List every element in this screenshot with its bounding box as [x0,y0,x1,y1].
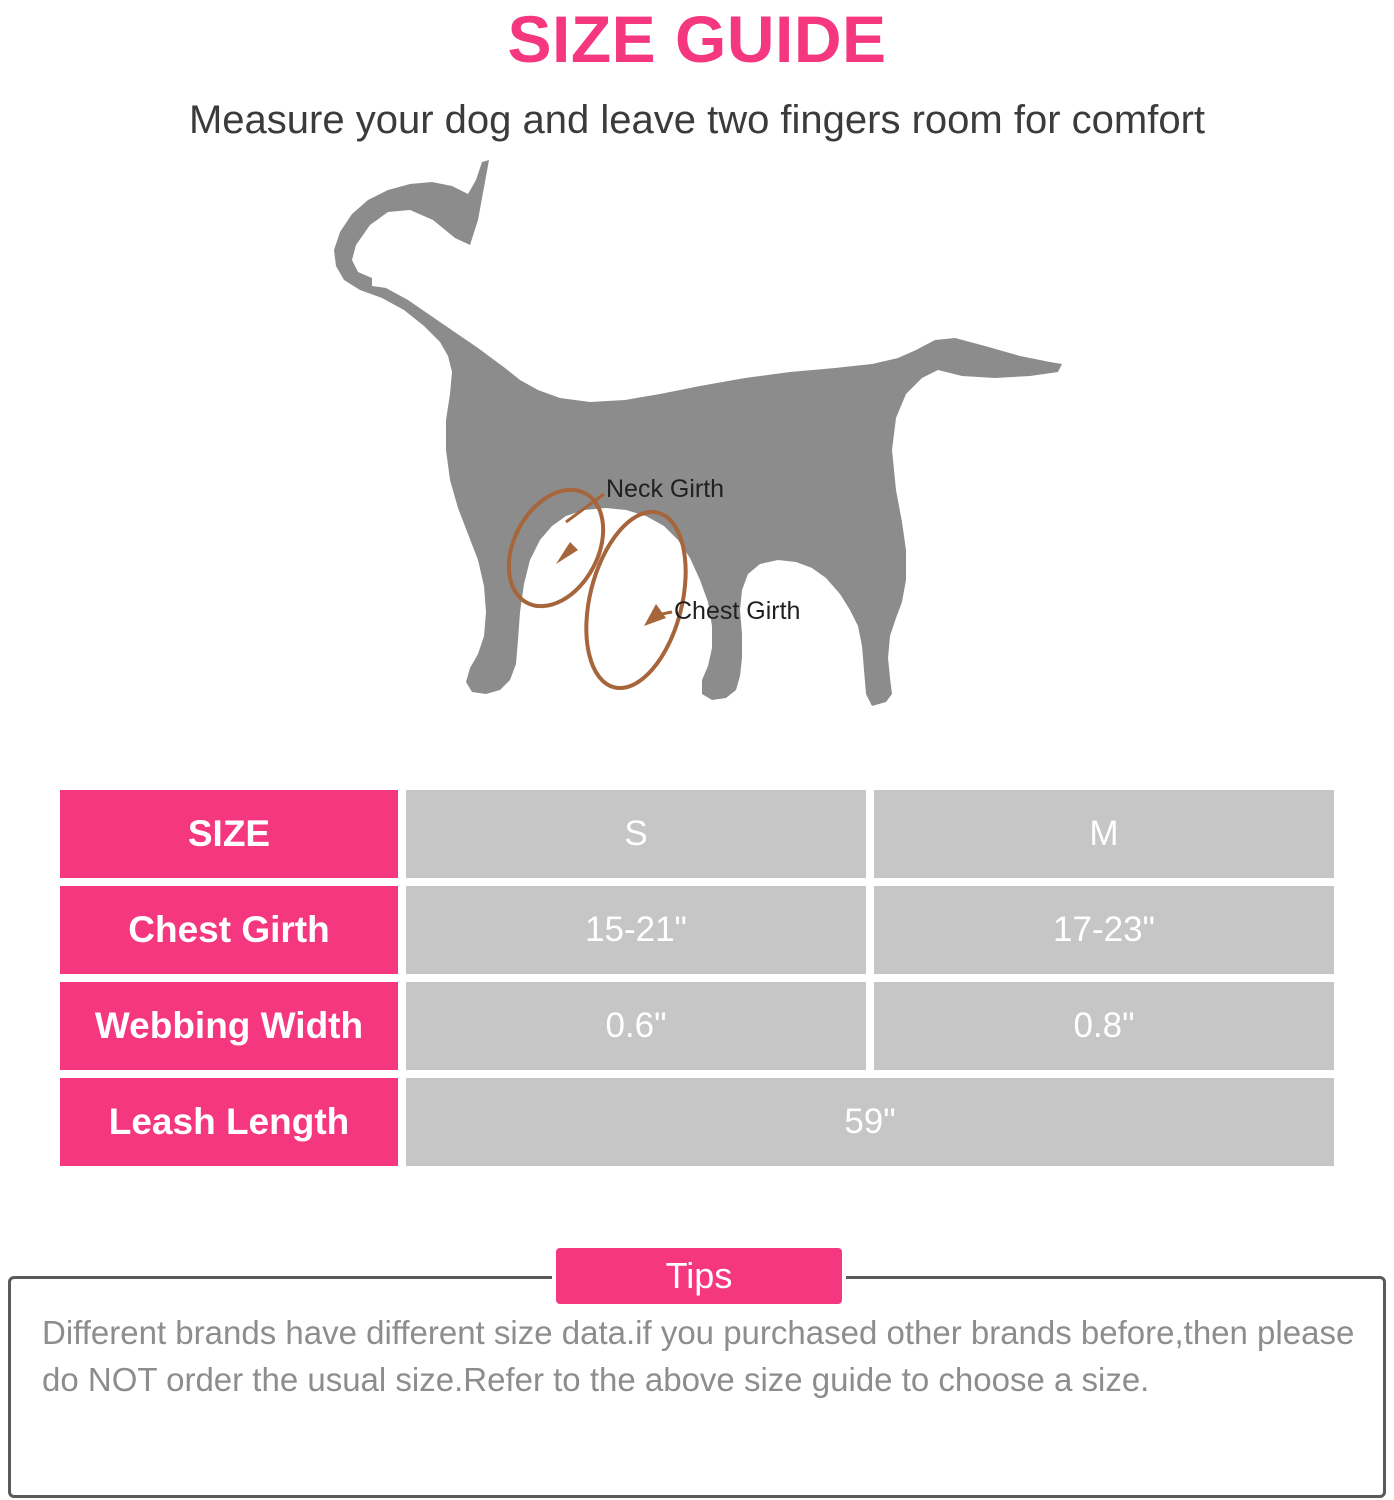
dog-silhouette-svg [0,150,1394,750]
neck-girth-label: Neck Girth [606,475,725,503]
cell-webbing-width-m: 0.8" [874,982,1334,1070]
size-table [60,790,1334,1174]
tips-text: Different brands have different size data.if you purchased other brands before,then please do NOT order the usual size.Refer to the above size guide to choose a size. [42,1314,1355,1398]
table-row [60,982,1334,1070]
row-label-webbing-width: Webbing Width [60,982,398,1070]
table-header-col-m: M [874,790,1334,878]
row-label-chest-girth: Chest Girth [60,886,398,974]
dog-measurement-illustration [0,150,1394,750]
page-title: SIZE GUIDE [507,2,887,76]
table-header-row [60,790,1334,878]
cell-chest-girth-s: 15-21" [406,886,866,974]
tips-badge: Tips [556,1248,842,1304]
cell-webbing-width-s: 0.6" [406,982,866,1070]
cell-chest-girth-m: 17-23" [874,886,1334,974]
neck-girth-arrowhead [556,542,578,564]
chest-girth-label: Chest Girth [674,597,801,625]
table-header-col-s: S [406,790,866,878]
table-header-label: SIZE [60,790,398,878]
row-label-leash-length: Leash Length [60,1078,398,1166]
table-row [60,1078,1334,1166]
cell-leash-length-merged: 59" [406,1078,1334,1166]
page-subtitle: Measure your dog and leave two fingers room for comfort [188,98,1206,142]
table-row [60,886,1334,974]
